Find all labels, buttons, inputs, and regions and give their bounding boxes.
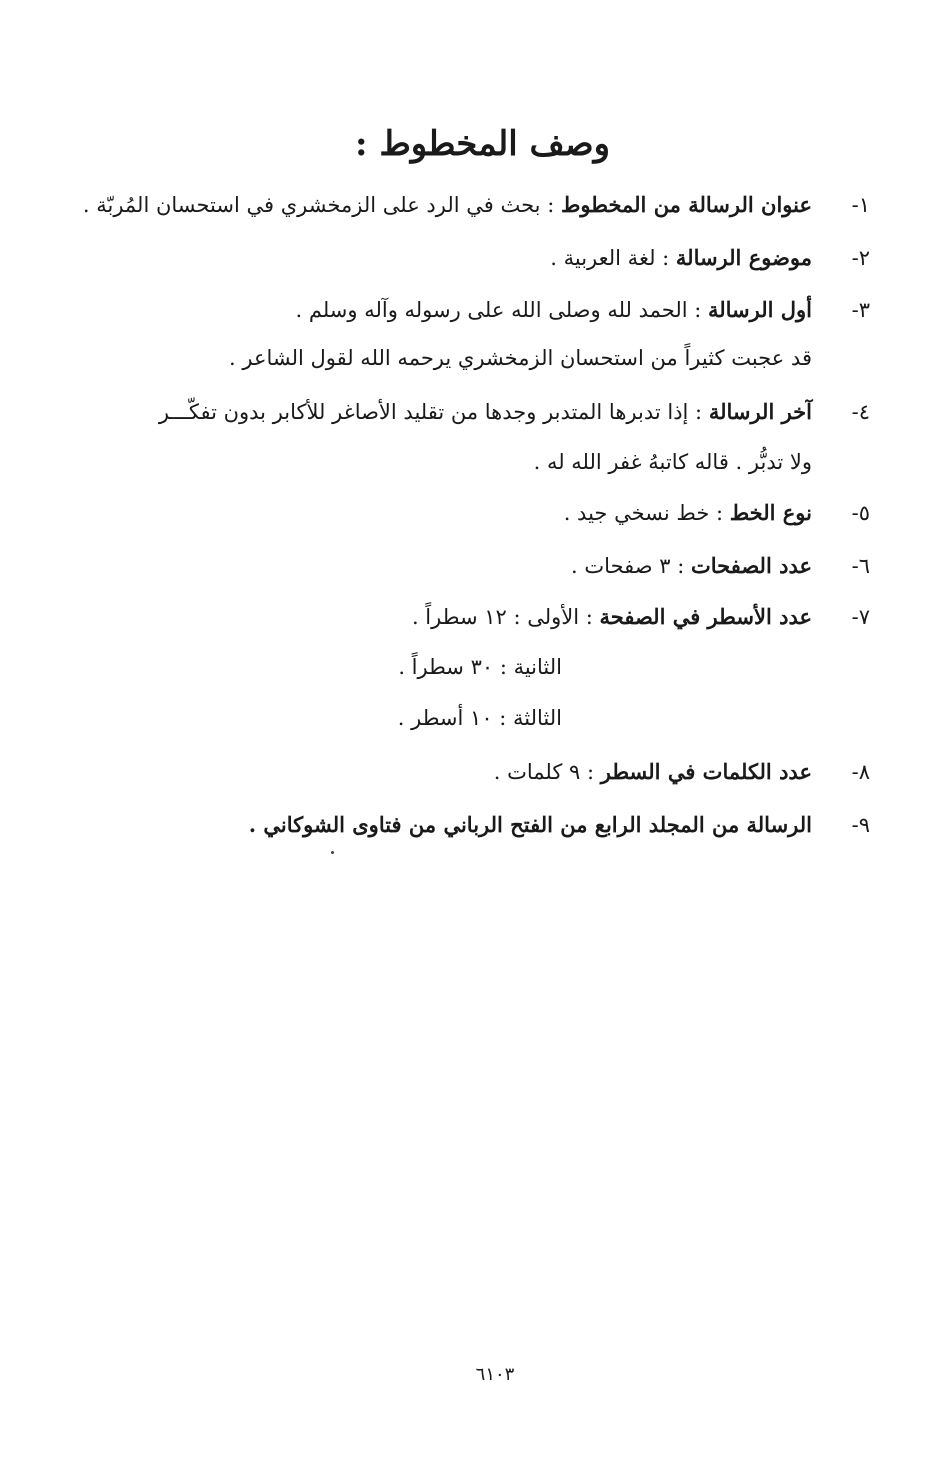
item-text: : الأولى : ١٢ سطراً . [411, 605, 600, 629]
item-text: : ٣ صفحات . [571, 554, 691, 578]
item-text: : خط نسخي جيد . [563, 501, 730, 525]
item-body [83, 185, 812, 225]
item-number: ١- [851, 193, 870, 217]
item-body [412, 597, 812, 637]
item-text: : إذا تدبرها المتدبر وجدها من تقليد الأصاغر للأكابر بدون تفكّـــر [158, 400, 709, 424]
item-body [159, 392, 812, 432]
item-text: : لغة العربية . [550, 246, 676, 270]
item-number: ٥- [851, 501, 870, 525]
item-label: عدد الكلمات في السطر [600, 759, 812, 784]
item-number: ٤- [851, 400, 870, 424]
item-body [550, 238, 812, 278]
item-text: الرسالة من المجلد الرابع من الفتح الرباني من فتاوى الشوكاني . [248, 812, 812, 837]
item-label: أول الرسالة [707, 297, 812, 322]
page-number: ٦١٠٣ [475, 1364, 515, 1385]
item-label: موضوع الرسالة [675, 245, 812, 270]
item-label: عدد الأسطر في الصفحة [599, 604, 812, 629]
item-label: آخر الرسالة [708, 399, 812, 424]
item-number: ٧- [851, 605, 870, 629]
item-number: ٣- [851, 298, 870, 322]
item-body [494, 752, 812, 792]
item-number: ٩- [851, 813, 870, 837]
item-label: عنوان الرسالة من المخطوط [560, 192, 812, 217]
item-text: : الحمد لله وصلى الله على رسوله وآله وسلم . [295, 298, 708, 322]
item-body [564, 493, 812, 533]
item-text: : ٩ كلمات . [493, 760, 601, 784]
item-continuation: قد عجبت كثيراً من استحسان الزمخشري يرحمه الله لقول الشاعر . [229, 346, 812, 370]
item-number: ٦- [851, 554, 870, 578]
item-text: : بحث في الرد على الزمخشري في استحسان المُربّة . [82, 193, 561, 217]
page-title: وصف المخطوط : [354, 124, 610, 164]
item-body [296, 290, 812, 330]
item-sub-line: الثانية : ٣٠ سطراً . [398, 655, 562, 679]
item-number: ٨- [851, 760, 870, 784]
item-label: عدد الصفحات [690, 553, 812, 578]
item-number: ٢- [851, 246, 870, 270]
stray-mark [331, 851, 334, 854]
item-body [571, 546, 812, 586]
item-sub-line: الثالثة : ١٠ أسطر . [397, 706, 562, 730]
item-continuation: ولا تدبُّر . قاله كاتبهُ غفر الله له . [533, 450, 812, 474]
item-label: نوع الخط [729, 500, 812, 525]
